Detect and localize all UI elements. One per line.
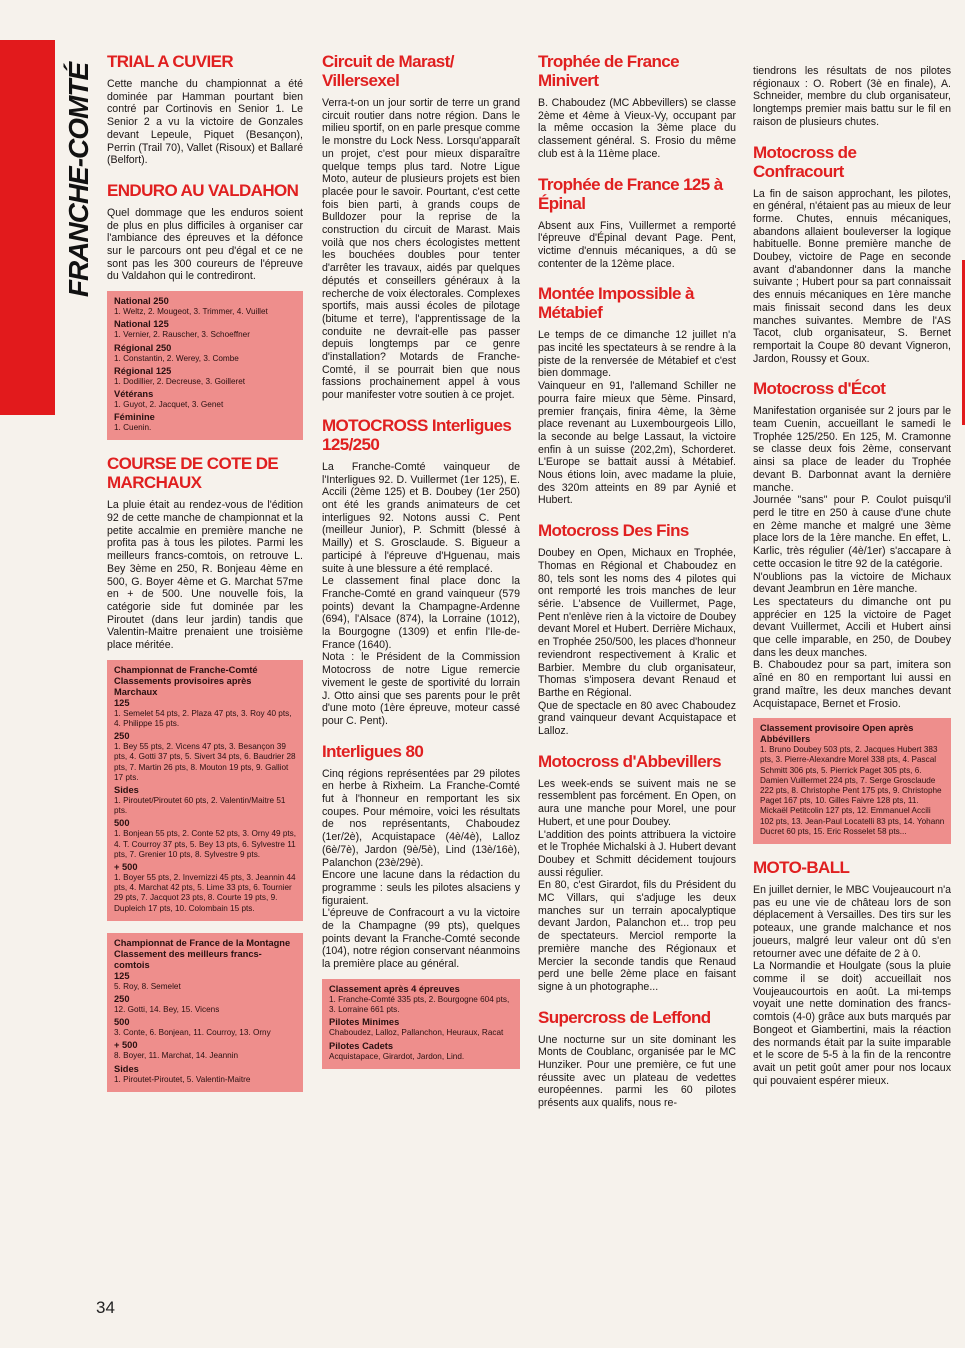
result-value: 1. Cuenin. <box>114 423 152 433</box>
champ-montagne-box <box>107 933 303 1092</box>
result-category: + 500 <box>114 1040 138 1051</box>
box-title: Championnat de Franche-Comté Classements provisoires après Marchaux <box>114 664 258 697</box>
result-value: 12. Gotti, 14. Bey, 15. Vicens <box>114 1005 220 1015</box>
box-title: Championnat de France de la Montagne Classement des meilleurs francs-comtois <box>114 937 291 970</box>
montee-text: Le temps de ce dimanche 12 juillet n'a pas incité les spectateurs à se rendre à la piste de la renversée de Métabief et c'est bien dommage. Vainqueur en 91, l'allemand Schiller ne pourra faire mieux que 5ème. Pinsard, premier français, finira 4ème, la 3ème place revenant au Luxembourgeois Lillo, la seconde au belge Lassaut, la victoire enfin à un suisse (202,2m), Schorderet. L'Europe se battait aussi à Métabief. Nous étions loin, avec madame la pluie, des 320m atteints en 89 par Aynié et Hubert. <box>538 329 736 507</box>
result-value: 1. Constantin, 2. Werey, 3. Combe <box>114 353 239 363</box>
result-category: Pilotes Minimes <box>329 1017 400 1028</box>
result-category: Sides <box>114 1063 139 1074</box>
result-value: 1. Weltz, 2. Mougeot, 3. Trimmer, 4. Vuillet <box>114 307 268 317</box>
motoball-heading: MOTO-BALL <box>753 858 850 878</box>
enduro-heading: ENDURO AU VALDAHON <box>107 180 299 200</box>
abbevillers-text: Les week-ends se suivent mais ne se ressemblent pas forcément. En Open, on aura une manche pour Morel, une pour Hubert, et une pour Doubey. L'addition des points attribuera la victoire et le Trophée Michalski à J. Hubert devant Doubey et Schmitt décidement toujours aussi régulier. En 80, c'est Girardot, fils du Président du MC Villars, qui s'adjuge les deux manches sur un terrain apocalyptique devant Jardon, Palanchon et... trop peu de spectateurs. Merciol remporte la première manche des Régionaux et Mercier la seconde tandis que Renaud perd une belle 2ème place en faisant signe à un photographe... <box>538 777 736 993</box>
ecot-text: Manifestation organisée sur 2 jours par le team Cuenin, accueillant le samedi le Trophée 125/250. En 125, M. Cramonne se classe deux fois 2ème, conservant ainsi sa place de leader du Trophée devant B. Darbonnat avant la dernière manche. Journée "sans" pour P. Coulot puisqu'il perd le titre en 250 à cause d'une chute en 2ème manche et malgré une 3ème place lors de la 1ère manche. En effet, L. Karlic, très régulier (4è/1er) s'accapare à cette occasion le titre 92 de la catégorie. N'oublions pas la victoire de Michaux devant Jeambrun en 1ère manche. Les spectateurs du dimanche ont pu apprécier en 125 la victoire de Paget devant Vuillermet, Accili et Hubert ainsi que celle imparable, en 250, de Doubey dans les deux manches. B. Chaboudez pour sa part, imitera son aîné en 80 en remportant lui aussi en grand maître, les deux manches devant Acquistapace, Bernet et Frosio. <box>753 405 951 710</box>
result-category: 125 <box>114 697 130 708</box>
section-color-band <box>0 40 55 415</box>
result-category: National 125 <box>114 319 169 330</box>
leffond-continued-text: tiendrons les résultats de nos pilotes régionaux : O. Robert (3è en finale), A. Schneider, membre du club organisateur, longtemps premier mais battu sur le fil en raison de plusieurs chutes. <box>753 65 954 128</box>
fins-heading: Motocross Des Fins <box>538 521 689 541</box>
result-category: Sides <box>114 785 139 796</box>
leffond-text: Une nocturne sur un site dominant les Monts de Coublanc, organisée par le MC Hunziker. Pour une première, ce fut une réussite avec un plateau de vedettes européennes. parmi les 60 pilotes présents aux qualifs, nous re- <box>538 1033 739 1110</box>
montee-heading: Montée Impossible à Métabief <box>538 284 694 323</box>
column-2 <box>322 52 523 1069</box>
interligues-heading: MOTOCROSS Interligues 125/250 <box>322 415 512 454</box>
marast-heading: Circuit de Marast/ Villersexel <box>322 52 454 90</box>
result-category: Régional 125 <box>114 365 172 376</box>
result-value: 1. Boyer 55 pts, 2. Invernizzi 45 pts, 3. Jeannin 44 pts, 4. Marchat 42 pts, 5. Lime 33 pts, 6. Tournier 29 pts, 7. Jacquot 23 pts, 8. Courte 19 pts, 9. Dupleich 17 pts, 10. Colombain 15 pts. <box>114 873 296 913</box>
result-value: Chaboudez, Lalloz, Pallanchon, Heuraux, Racat <box>329 1028 504 1038</box>
enduro-text: Quel dommage que les enduros soient de plus en plus difficiles à organiser car l'ambiance des épreuves et la défonce sur le parcours ont peu d'égal et ce ne sont pas les 300 coureurs de l'épreuve du Valdahon qui le contrediront. <box>107 206 306 283</box>
interligues-80-box <box>322 979 520 1069</box>
box-title: Classement provisoire Open après Abbévillers <box>760 723 914 745</box>
interligues-80-heading: Interligues 80 <box>322 741 424 761</box>
course-heading: COURSE DE COTE DE MARCHAUX <box>107 454 279 493</box>
result-category: Vétérans <box>114 388 154 399</box>
result-category: Classement après 4 épreuves <box>329 983 460 994</box>
column-3 <box>538 52 739 1110</box>
result-value: 1. Vernier, 2. Rauscher, 3. Schoeffner <box>114 330 250 340</box>
result-category: 500 <box>114 818 130 829</box>
result-category: National 250 <box>114 296 169 307</box>
minivert-text: B. Chaboudez (MC Abbevillers) se classe 2ème et 4ème à Vieux-Vy, occupant par la même occasion la 3ème place du classement général. S. Frosio du même club est à la 11ème place. <box>538 97 739 160</box>
open-standings-text: 1. Bruno Doubey 503 pts, 2. Jacques Hubert 383 pts, 3. Pierre-Alexandre Morel 338 pts, 4. Pascal Schmitt 306 pts, 5. Pierrick Paget 305 pts, 6. Damien Vuillermet 224 pts, 7. Serge Grosclaude 222 pts, 8. Christophe Pent 175 pts, 9. Christophe Paget 167 pts, 10. Gilles Faivre 128 pts, 11. Mickaël Petitcolin 127 pts, 12. Emmanuel Accili 102 pts, 13. Jean-Paul Locatelli 83 pts, 14. Yohann Ducret 60 pts, 15. Eric Rosselet 58 pts... <box>760 745 945 836</box>
page-number: 34 <box>96 1298 115 1317</box>
enduro-results-box <box>107 291 303 440</box>
result-category: Régional 250 <box>114 342 172 353</box>
marast-text: Verra-t-on un jour sortir de terre un grand circuit routier dans notre région. Dans le milieu sportif, on en parle presque comme le monstre du Lock Ness. Lorsqu'apparaît un projet, c'est pour mieux disparaître quelque temps plus tard. Notre Ligue Moto, auteur de plusieurs projets est bien placée pour le savoir. Pourtant, c'est cette fois bien parti, à grands coups de Bulldozer pour la reprise de la construction du circuit de Marast. Mais voilà que nos chers écologistes mettent les bouchées doubles pour tenter d'arrêter les travaux, aidés par quelques députés et conseillers généraux à la recherche de voix électorales. Complexes sportifs, mais aussi écoles de pilotage (bitume et terre), l'apprentissage de la conduite ne devrait-elle pas passer depuis longtemps par ce genre d'installation? Motards de Franche-Comté, il se pourrait bien que nous fassions prochainement appel à vous pour manifester votre soutien à ce projet. <box>322 97 523 402</box>
result-category: Pilotes Cadets <box>329 1040 394 1051</box>
column-1 <box>107 52 306 1092</box>
open-standings-box <box>753 718 951 844</box>
result-value: 1. Piroutet/Piroutet 60 pts, 2. Valentin/Maitre 51 pts. <box>114 796 286 816</box>
result-value: 1. Guyot, 2. Jacquet, 3. Genet <box>114 399 224 409</box>
result-value: 1. Bey 55 pts, 2. Vicens 47 pts, 3. Besançon 39 pts, 4. Gotti 37 pts, 5. Sivert 34 pts, 6. Baudrier 28 pts, 7. Martin 26 pts, 8. Mouton 19 pts, 9. Galliot 17 pts. <box>114 742 296 782</box>
result-value: 1. Semelet 54 pts, 2. Plaza 47 pts, 3. Roy 40 pts, 4. Philippe 15 pts. <box>114 708 292 728</box>
epinal-text: Absent aux Fins, Vuillermet a remporté l'épreuve d'Épinal devant Page. Pent, victime d'ennuis mécaniques, a dû se contenter de la 12ème place. <box>538 219 739 270</box>
result-category: 500 <box>114 1017 130 1028</box>
confracourt-heading: Motocross de Confracourt <box>753 142 857 181</box>
result-value: 3. Conte, 6. Bonjean, 11. Courroy, 13. Orny <box>114 1028 271 1038</box>
result-value: 8. Boyer, 11. Marchat, 14. Jeannin <box>114 1051 239 1061</box>
section-title: FRANCHE-COMTÉ <box>63 62 94 298</box>
interligues-80-text: Cinq régions représentées par 29 pilotes en herbe à Rixheim. La Franche-Comté fut à l'honneur en remportant les six coupes. Pour mémoire, voici les résultats de nos représentants, Chaboudez (1er/2è), Acquistapace (4è/4è), Lalloz (6è/7è), Jardon (9è/5è), Lind (13è/16è), Palanchon (23è/29è). Encore une lacune dans la rédaction du programme : seuls les pilotes alsaciens y figuraient. L'épreuve de Confracourt a vu la victoire de la Champagne (99 pts), quelques points devant la Franche-Comté seconde (104), notre région conservant néanmoins la première place au général. <box>322 767 520 971</box>
trial-text: Cette manche du championnat a été dominée par Hamman pourtant bien contré par Cortinovis en Senior 1. Le Senior 2 a vu la victoire de Gonzales devant Lepeule, Piquet (Besançon), Perrin (Trail 70), Vallet (Risoux) et Ballaré (Belfort). <box>107 78 306 167</box>
minivert-heading: Trophée de France Minivert <box>538 52 679 90</box>
course-text: La pluie était au rendez-vous de l'édition 92 de cette manche de championnat et la petite accalmie en première manche ne profita pas à tous les pilotes. Parmi les meilleurs francs-comtois, on retrouve L. Bey 3ème en 250, R. Bonjeau 4ème en 500, G. Boyer 4ème et G. Marchat 57me en + de 500. Une nouvelle fois, la catégorie side fut dominée par les Piroutet (dans leur jardin) tandis que Valentin-Maitre prenaient une troisième place méritée. <box>107 499 306 652</box>
leffond-heading: Supercross de Leffond <box>538 1007 711 1027</box>
column-4 <box>753 52 954 1087</box>
motoball-text: En juillet dernier, le MBC Voujeaucourt n'a pas eu une vie de château lors de son déplacement à Versailles. Des tirs sur les poteaux, une grande malchance et nos joueurs, malgré leur valeur ont dû s'en retourner avec une défaite de 2 à 0. La Normandie et Houlgate (sous la pluie comme il se doit) accueillait nos Voujeaucourtois en août. La mi-temps voyait une nette domination des francs-comtois (4-0) grâce aux buts marqués par Bongeot et Giambertini, mais la réaction des normands était par la suite imparable et le score de 5-5 à la fin de la rencontre avait un petit goût amer pour nos locaux qui pouvaient espérer mieux. <box>753 884 951 1087</box>
result-value: 1. Piroutet-Piroutet, 5. Valentin-Maitre <box>114 1074 251 1084</box>
result-category: Féminine <box>114 412 155 423</box>
epinal-heading: Trophée de France 125 à Épinal <box>538 174 723 213</box>
champ-fc-box <box>107 660 303 921</box>
fins-text: Doubey en Open, Michaux en Trophée, Thomas en Régional et Chaboudez en 80, tels sont les noms des 4 pilotes qui ont remporté les trois manches de leur série. L'absence de Vuillermet, Page, Pent n'enlève rien à la victoire de Doubey devant Morel et Hubert. Derrière Michaux, en Trophée 250/500, les places d'honneur reviendront respectivement à Kralic et Barbier. Membre du club organisateur, Thomas s'imposera devant Renaud et Barthe en Régional. Que de spectacle en 80 avec Chaboudez grand vainqueur devant Acquistapace et Lalloz. <box>538 547 736 738</box>
result-category: + 500 <box>114 862 138 873</box>
confracourt-text: La fin de saison approchant, les pilotes, en général, n'étaient pas au mieux de leur forme. Chutes, ennuis mécaniques, abandons allaient bouleverser la logique habituelle. Bonne première manche de Doubey, victoire de Page en seconde avant d'abandonner dans la manche suivante ; Hubert pour sa part connaissait des ennuis mécaniques en 1ère manche mais finissait second dans les deux manches suivantes. Membre de l'AS Tacot, club organisateur, S. Bernet remportait la Coupe 80 devant Vigneron, Jardon, Roussy et Goux. <box>753 187 954 365</box>
result-category: 125 <box>114 970 130 981</box>
result-value: 1. Franche-Comté 335 pts, 2. Bourgogne 604 pts, 3. Lorraine 661 pts. <box>329 994 510 1015</box>
result-value: 1. Bonjean 55 pts, 2. Conte 52 pts, 3. Orny 49 pts, 4. T. Courroy 37 pts, 5. Bey 13 pts, 6. Sylvestre 11 pts, 7. Grenier 10 pts, 8. Sylvestre 9 pts. <box>114 829 297 859</box>
interligues-text: La Franche-Comté vainqueur de l'Interligues 92. D. Vuillermet (1er 125), E. Accili (2ème 125) et B. Doubey (1er 250) ont été les grands animateurs de cet interligues 92. Notons aussi C. Pent (meilleur Junior), P. Schmitt (blessé à Mailly) et S. Grosclaude. S. Bigueur a participé à l'épreuve d'Hguenau, mais suite à une blessure a été remplacé. Le classement final place donc la Franche-Comté en grand vainqueur (579 points) devant la Champagne-Ardenne (694), l'Alsace (874), la Lorraine (1012), la Bourgogne (1309) et enfin l'Ile-de-France (1640). Nota : le Président de la Commission Motocross de notre Ligue remercie vivement le geste de sportivité du lorrain J. Otto ainsi que ses parents pour le prêt d'une moto (1ère épreuve, moteur cassé pour C. Pent). <box>322 460 520 727</box>
ecot-heading: Motocross d'Écot <box>753 379 886 399</box>
result-value: Acquistapace, Girardot, Jardon, Lind. <box>329 1051 465 1061</box>
trial-heading: TRIAL A CUVIER <box>107 52 234 71</box>
result-value: 1. Dodillier, 2. Decreuse, 3. Goilleret <box>114 376 246 386</box>
result-category: 250 <box>114 731 130 742</box>
abbevillers-heading: Motocross d'Abbevillers <box>538 751 721 771</box>
result-value: 5. Roy, 8. Semelet <box>114 981 181 991</box>
result-category: 250 <box>114 994 130 1005</box>
